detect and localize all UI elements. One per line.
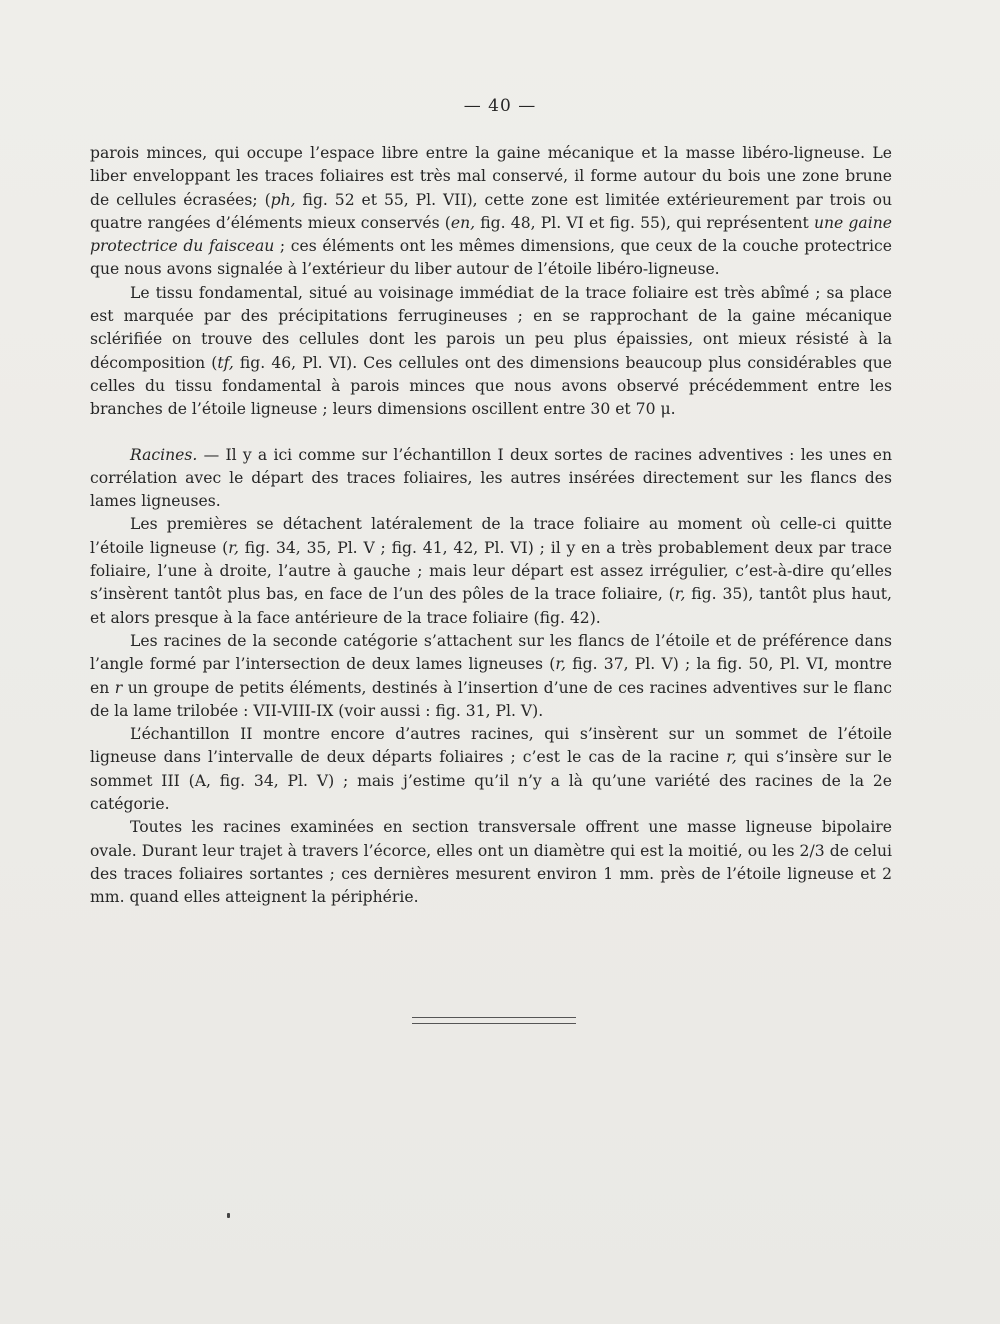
italic-text: une gaine protectrice du faisceau — [90, 213, 892, 256]
paragraph-p5 — [90, 630, 892, 723]
text-run: Les racines de la seconde catégorie s’attachent sur les flancs de l’étoile et de préférence dans l’angle formé par l’intersection de deux lames ligneuses ( — [90, 631, 892, 674]
text-run: fig. 34, 35, Pl. V ; fig. 41, 42, Pl. VI) ; il y en a très probablement deux par trace foliaire, l’une à droite, l’autre à gauche ; mais leur départ est assez irrégulier, c’est-à-dire qu’elles s’insèrent tantôt plus bas, en face de l’un des pôles de la trace foliaire, ( — [90, 538, 892, 604]
italic-text: Racines. — [130, 445, 198, 464]
paragraph-p3 — [90, 444, 892, 514]
text-run: fig. 37, Pl. V) ; la fig. 50, Pl. VI, montre en — [90, 655, 892, 697]
paragraph-p6 — [90, 723, 892, 816]
text-run: fig. 48, Pl. VI et fig. 55), qui représentent — [475, 213, 814, 232]
paragraph-p7 — [90, 816, 892, 909]
text-run: Toutes les racines examinées en section transversale offrent une masse ligneuse bipolaire ovale. Durant leur trajet à travers l’écorce, elles ont un diamètre qui est la moitié, ou les 2/3 de celui des traces foliaires sortantes ; ces dernières mesurent environ 1 mm. près de l’étoile ligneuse et 2 mm. quand elles atteignent la périphérie. — [90, 818, 892, 907]
text-run: L’échantillon II montre encore d’autres racines, qui s’insèrent sur un sommet de l’étoile ligneuse dans l’intervalle de deux départs foliaires ; c’est le cas de la racine — [90, 725, 892, 767]
italic-text: en, — [450, 213, 476, 232]
italic-text: r, — [555, 655, 567, 674]
text-run: qui s’insère sur le sommet III (A, fig. 34, Pl. V) ; mais j’estime qu’il n’y a là qu’une variété des racines de la 2e catégorie. — [90, 748, 892, 814]
section-end-rule — [412, 1017, 576, 1024]
text-run: fig. 46, Pl. VI). Ces cellules ont des dimensions beaucoup plus considérables que celles du tissu fondamental à parois minces que nous avons observé précédemment entre les branches de l’étoile ligneuse ; leurs dimensions oscillent entre 30 et 70 μ. — [90, 353, 892, 419]
text-run: un groupe de petits éléments, destinés à l’insertion d’une de ces racines adventives sur le flanc de la lame trilobée : VII-VIII-IX (voir aussi : fig. 31, Pl. V). — [90, 678, 892, 720]
text-run: Les premières se détachent latéralement de la trace foliaire au moment où celle-ci quitte l’étoile ligneuse ( — [90, 515, 892, 557]
italic-text: tf, — [217, 353, 234, 372]
text-run: parois minces, qui occupe l’espace libre entre la gaine mécanique et la masse libéro-ligneuse. Le liber enveloppant les traces foliaires est très mal conservé, il forme autour du bois une zone brune de cellules écrasées; ( — [90, 144, 892, 209]
paragraph-p1 — [90, 142, 892, 282]
text-run: fig. 52 et 55, Pl. VII), cette zone est limitée extérieurement par trois ou quatre rangées d’éléments mieux conservés ( — [90, 190, 892, 232]
paragraph-p4 — [90, 513, 892, 629]
text-run: — Il y a ici comme sur l’échantillon I deux sortes de racines adventives : les unes en corrélation avec le départ des traces foliaires, les autres insérées directement sur les flancs des lames ligneuses. — [90, 445, 892, 511]
italic-text: r — [114, 678, 123, 697]
paragraph-p2 — [90, 282, 892, 422]
text-run: Le tissu fondamental, situé au voisinage immédiat de la trace foliaire est très abîmé ; sa place est marquée par des précipitations ferrugineuses ; en se rapprochant de la gaine mécanique sclérifiée on trouve des cellules dont les parois un peu plus épaissies, ont mieux résisté à la décomposition ( — [90, 283, 892, 372]
page-number: — 40 — — [463, 96, 537, 116]
italic-text: r, — [674, 585, 686, 604]
print-mark — [227, 1213, 230, 1218]
text-run: fig. 35), tantôt plus haut, et alors presque à la face antérieure de la trace foliaire (fig. 42). — [90, 585, 892, 627]
text-run: ; ces éléments ont les mêmes dimensions, que ceux de la couche protectrice que nous avons signalée à l’extérieur du liber autour de l’étoile libéro-ligneuse. — [90, 237, 892, 279]
italic-text: ph, — [270, 190, 296, 209]
italic-text: r, — [228, 538, 239, 557]
italic-text: r, — [726, 748, 737, 767]
body-text — [90, 142, 892, 910]
